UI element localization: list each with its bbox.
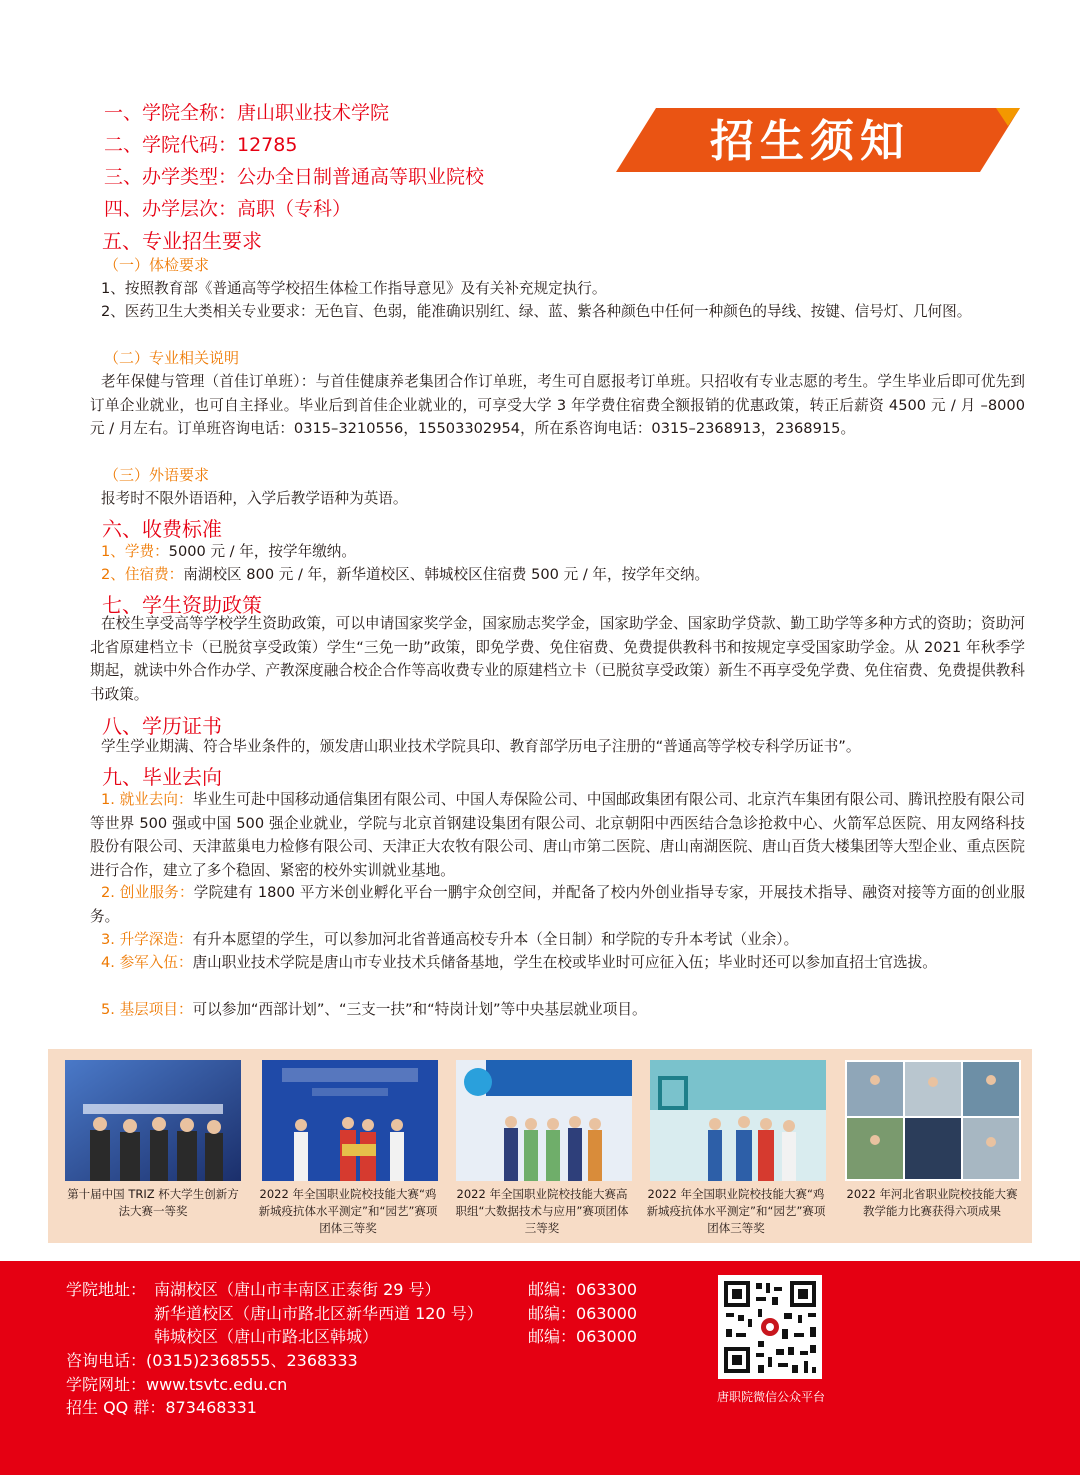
fee-dorm-label: 2、住宿费：: [101, 566, 184, 583]
award-caption: 2022 年全国职业院校技能大赛高职组“大数据技术与应用”赛项团体三等奖: [455, 1187, 629, 1235]
award-caption: 2022 年全国职业院校技能大赛“鸡新城疫抗体水平测定”和“园艺”赛项团体三等奖: [258, 1187, 438, 1235]
qq-group: 招生 QQ 群：873468331: [66, 1398, 257, 1417]
career-item: [90, 881, 1025, 928]
career-text: 有升本愿望的学生，可以参加河北省普通高校专升本（全日制）和学院的专升本考试（业余）。: [192, 931, 799, 948]
section-5-p1: 1、按照教育部《普通高等学校招生体检工作指导意见》及有关补充规定执行。: [101, 280, 607, 297]
campus-xinhuadao: 新华道校区（唐山市路北区新华西道 120 号）: [154, 1304, 483, 1323]
zip-hancheng: 邮编：063000: [528, 1327, 638, 1346]
school-type: 三、办学类型：公办全日制普通高等职业院校: [104, 166, 485, 188]
section-9-title: 九、毕业去向: [102, 765, 222, 789]
section-5-p4: 报考时不限外语语种，入学后教学语种为英语。: [101, 490, 408, 507]
award-caption: 2022 年全国职业院校技能大赛“鸡新城疫抗体水平测定”和“园艺”赛项团体三等奖: [646, 1187, 826, 1235]
section-7-title: 七、学生资助政策: [102, 593, 262, 617]
career-item: [90, 928, 1025, 952]
award-photo-image: [65, 1060, 241, 1181]
award-photo-image: [262, 1060, 438, 1181]
career-label: 5. 基层项目：: [101, 1001, 193, 1018]
award-photo-image: [650, 1060, 826, 1181]
fee-tuition-label: 1、学费：: [101, 543, 169, 560]
college-name: 一、学院全称：唐山职业技术学院: [104, 102, 390, 124]
career-item: [90, 998, 1025, 1022]
section-5-sub3: （三）外语要求: [104, 466, 210, 484]
career-item: [90, 951, 1025, 975]
zip-nanhu: 邮编：063300: [528, 1280, 638, 1299]
section-8-title: 八、学历证书: [102, 714, 222, 738]
career-label: 4. 参军入伍：: [101, 954, 193, 971]
career-label: 2. 创业服务：: [101, 884, 194, 901]
career-label: 1. 就业去向：: [101, 791, 193, 808]
section-5-sub2: （二）专业相关说明: [104, 349, 240, 367]
section-7-p: 在校生享受高等学校学生资助政策，可以申请国家奖学金，国家励志奖学金，国家助学金、国家助学贷款、勤工助学等多种方式的资助；资助河北省原建档立卡（已脱贫享受政策）学生“三免一助”政策，即免学费、免住宿费、免费提供教科书和按规定享受国家助学金。从 2021 年秋季学期起，就读中外合作办学、产教深度融合校企合作等高收费专业的原建档立卡（已脱贫享受政策）新生不再享受免学费、免住宿费、免费提供教科书政策。: [90, 615, 1025, 703]
award-caption: 2022 年河北省职业院校技能大赛教学能力比赛获得六项成果: [846, 1187, 1018, 1218]
award-photo: [845, 1060, 1021, 1181]
fee-dorm-text: 南湖校区 800 元 / 年，新华道校区、韩城校区住宿费 500 元 / 年，按学年交纳。: [183, 566, 710, 583]
career-text: 毕业生可赴中国移动通信集团有限公司、中国人寿保险公司、中国邮政集团有限公司、北京汽车集团有限公司、腾讯控股有限公司等世界 500 强或中国 500 强企业就业，学院与北京首钢建设集团有限公司、北京朝阳中西医结合急诊抢救中心、火箭军总医院、用友网络科技股份有限公司、天津蓝巢电力检修有限公司、天津正大农牧有限公司、唐山市第二医院、唐山南湖医院、唐山百货大楼集团等大型企业、重点医院进行合作，建立了多个稳固、紧密的校外实训就业基地。: [90, 791, 1025, 879]
section-8-p: 学生学业期满、符合毕业条件的，颁发唐山职业技术学院具印、教育部学历电子注册的“普通高等学校专科学历证书”。: [101, 738, 861, 755]
career-label: 3. 升学深造：: [101, 931, 193, 948]
campus-hancheng: 韩城校区（唐山市路北区韩城）: [154, 1327, 379, 1346]
phone: 咨询电话：(0315)2368555、2368333: [66, 1351, 358, 1370]
award-caption: 第十届中国 TRIZ 杯大学生创新方法大赛一等奖: [67, 1187, 239, 1218]
qr-caption: 唐职院微信公众平台: [716, 1390, 825, 1404]
section-6-title: 六、收费标准: [102, 517, 222, 541]
career-text: 唐山职业技术学院是唐山市专业技术兵储备基地，学生在校或毕业时可应征入伍；毕业时还可以参加直招士官选拔。: [192, 954, 937, 971]
career-text: 学院建有 1800 平方米创业孵化平台一鹏宇众创空间，并配备了校内外创业指导专家，开展技术指导、融资对接等方面的创业服务。: [90, 884, 1025, 925]
banner-title: 招生须知: [710, 116, 910, 167]
award-photo-image: [845, 1060, 1021, 1181]
career-text: 可以参加“西部计划”、“三支一扶”和“特岗计划”等中央基层就业项目。: [192, 1001, 647, 1018]
section-5-p2: 2、医药卫生大类相关专业要求：无色盲、色弱，能准确识别红、绿、蓝、紫各种颜色中任何一种颜色的导线、按键、信号灯、几何图。: [101, 303, 972, 320]
section-5-sub1: （一）体检要求: [104, 256, 210, 274]
career-item: [90, 788, 1025, 882]
fee-tuition: [101, 540, 1021, 564]
campus-nanhu: 南湖校区（唐山市丰南区正泰街 29 号）: [154, 1280, 441, 1299]
fee-dorm: [101, 563, 1021, 587]
award-photo: [456, 1060, 632, 1181]
award-photo-image: [456, 1060, 632, 1181]
section-5-title: 五、专业招生要求: [102, 229, 262, 253]
award-photo: [65, 1060, 241, 1181]
school-level: 四、办学层次：高职（专科）: [104, 198, 352, 220]
award-photo: [650, 1060, 826, 1181]
qr-code-icon: [718, 1275, 822, 1379]
address-label: 学院地址：: [66, 1280, 147, 1299]
college-code: 二、学院代码：12785: [104, 134, 298, 156]
award-photo: [262, 1060, 438, 1181]
wechat-qr-code[interactable]: [718, 1275, 822, 1379]
fee-tuition-text: 5000 元 / 年，按学年缴纳。: [168, 543, 356, 560]
zip-xinhuadao: 邮编：063000: [528, 1304, 638, 1323]
website: 学院网址：www.tsvtc.edu.cn: [66, 1375, 288, 1394]
section-5-p3: 老年保健与管理（首佳订单班）：与首佳健康养老集团合作订单班，考生可自愿报考订单班。只招收有专业志愿的考生。学生毕业后即可优先到订单企业就业，也可自主择业。毕业后到首佳企业就业的，可享受大学 3 年学费住宿费全额报销的优惠政策，转正后薪资 4500 元 / 月 –8000 元 / 月左右。订单班咨询电话：0315–3210556，15503302954，所在系咨询电话：0315–2368913，2368915。: [90, 373, 1025, 437]
